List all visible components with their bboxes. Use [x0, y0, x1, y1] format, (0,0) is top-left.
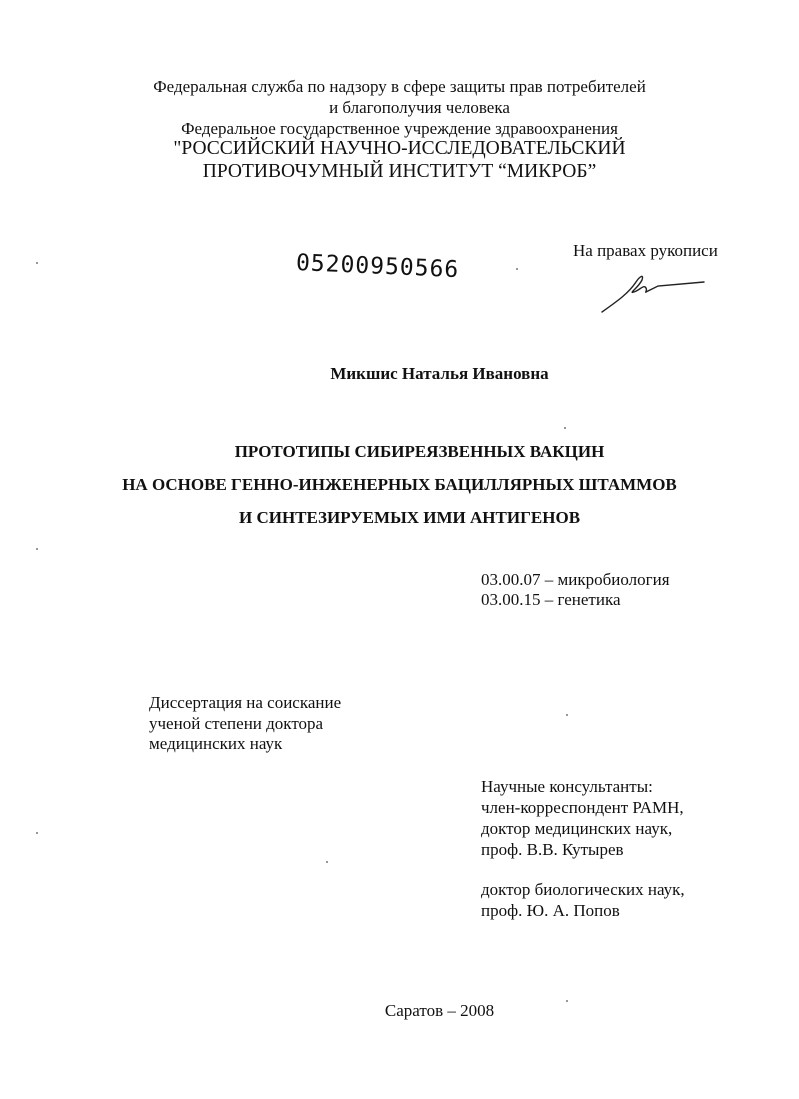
degree-line-3: медицинских наук — [149, 734, 283, 753]
degree-line-2: ученой степени доктора — [149, 714, 324, 733]
scan-speck — [516, 268, 518, 270]
header-ministry-line: Федеральная служба по надзору в сфере защиты прав потребителей — [153, 77, 646, 96]
consultant-2-degree: доктор биологических наук, — [481, 880, 685, 899]
city-year: Саратов – 2008 — [384, 1001, 495, 1020]
consultant-2-name: проф. Ю. А. Попов — [481, 901, 620, 920]
consultant-1-title: член-корреспондент РАМН, — [481, 798, 684, 817]
dissertation-title-line-3: И СИНТЕЗИРУЕМЫХ ИМИ АНТИГЕНОВ — [238, 508, 581, 527]
header-institution-type: Федеральное государственное учреждение здравоохранения — [181, 119, 618, 138]
specialty-genetics: 03.00.15 – генетика — [481, 590, 621, 609]
library-stamp-number: 05200950566 — [295, 250, 460, 284]
header-ministry-line-2: и благополучия человека — [329, 98, 510, 117]
scan-speck — [566, 714, 568, 716]
author-name: Микшис Наталья Ивановна — [330, 364, 549, 383]
scan-speck — [564, 427, 566, 429]
degree-line-1: Диссертация на соискание — [149, 693, 342, 712]
scan-speck — [36, 548, 38, 550]
header-institute-name-2: ПРОТИВОЧУМНЫЙ ИНСТИТУТ “МИКРОБ” — [202, 161, 597, 182]
consultant-1-name: проф. В.В. Кутырев — [481, 840, 624, 859]
scan-speck — [326, 861, 328, 863]
author-signature — [598, 268, 710, 318]
header-institute-name-1: "РОССИЙСКИЙ НАУЧНО-ИССЛЕДОВАТЕЛЬСКИЙ — [173, 138, 626, 159]
scan-speck — [566, 1000, 568, 1002]
scan-speck — [36, 262, 38, 264]
dissertation-title-line-2: НА ОСНОВЕ ГЕННО-ИНЖЕНЕРНЫХ БАЦИЛЛЯРНЫХ ШТАММОВ — [122, 475, 677, 494]
specialty-microbiology: 03.00.07 – микробиология — [481, 570, 670, 589]
consultants-heading: Научные консультанты: — [481, 777, 653, 796]
consultant-1-degree: доктор медицинских наук, — [481, 819, 673, 838]
rights-note: На правах рукописи — [573, 241, 718, 260]
dissertation-title-line-1: ПРОТОТИПЫ СИБИРЕЯЗВЕННЫХ ВАКЦИН — [234, 442, 605, 461]
scan-speck — [36, 832, 38, 834]
